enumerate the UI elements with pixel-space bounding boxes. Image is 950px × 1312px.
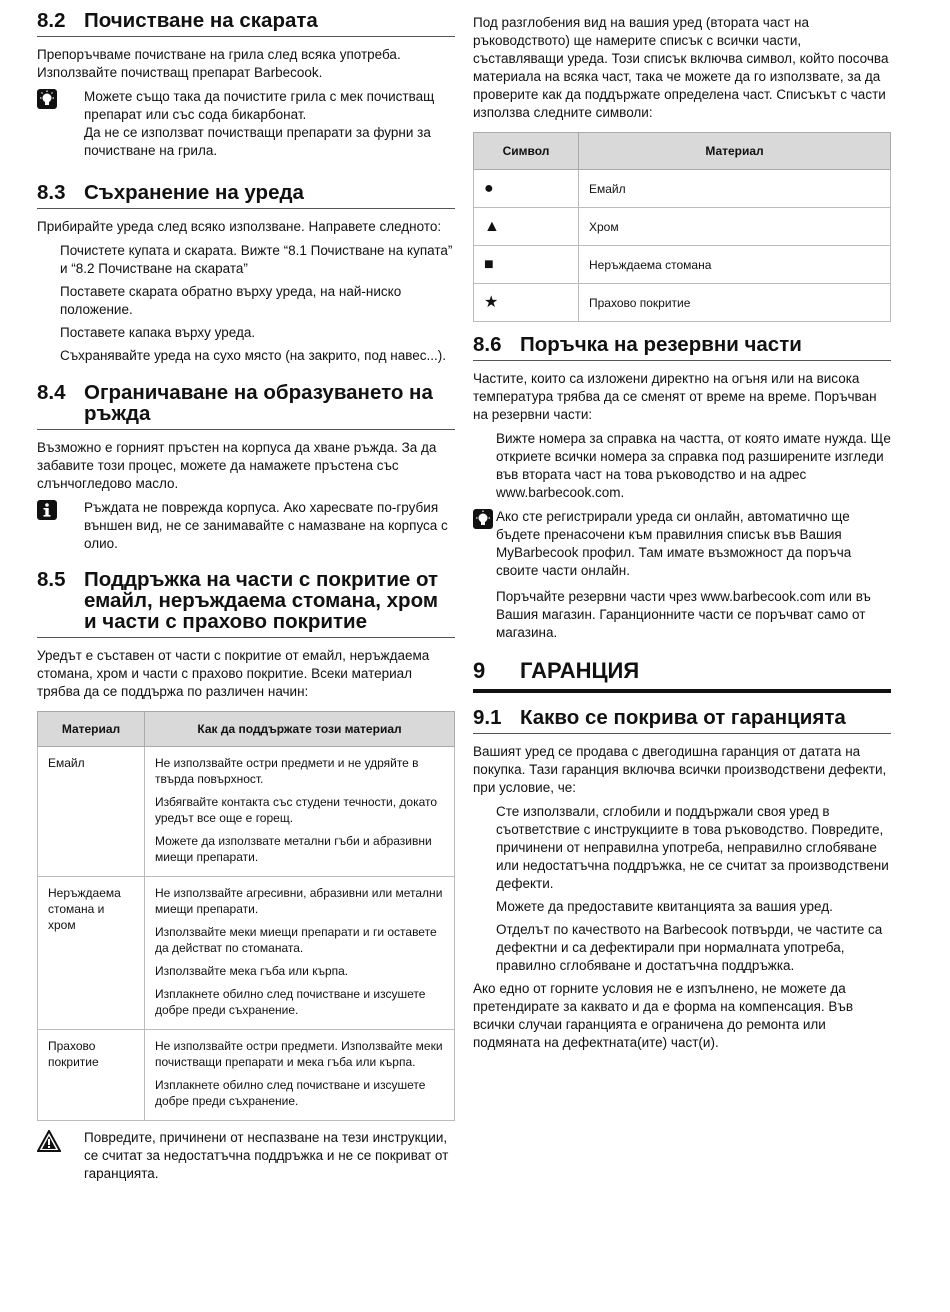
tip-note [473,508,891,580]
care-item: Използвайте меки миещи препарати и ги оставете да действат по стоманата. [155,925,437,955]
symbol-material: Емайл [579,170,891,208]
section-title: Почистване на скарата [84,9,318,32]
paragraph: Прибирайте уреда след всяко използване. Направете следното: [37,219,442,234]
section-title: Ограничаване на образуването на ръжда [84,381,433,425]
table-row [474,208,891,246]
section-8-6-heading [473,334,891,361]
symbol-material: Хром [579,208,891,246]
table-row [474,170,891,208]
chapter-9-heading [473,659,891,693]
condition-item: Сте използвали, сглобили и поддържали своя уред в съответствие с инструкциите в това ръководство. Повредите, причинени от неправилна употреба, неправилно сглобяване или недостатъчна поддръжка, не се считат за производствени дефекти. [496,804,889,891]
warning-triangle-icon [37,1130,61,1152]
warning-note [37,1129,455,1183]
section-number: 8.2 [37,9,66,32]
chapter-number: 9 [473,658,486,683]
tip-text: Ако сте регистрирали уреда си онлайн, автоматично ще бъдете пренасочени към правилния списък във Вашия MyBarbecook профил. Там имате възможност да поръча своите части онлайн. [496,509,852,578]
section-8-5-heading [37,569,455,638]
care-item: Не използвайте остри предмети. Използвайте меки почистващи препарати и мека гъба или кърпа. [155,1039,443,1069]
section-number: 9.1 [473,706,502,729]
left-column [37,10,455,1187]
warning-text: Повредите, причинени от неспазване на тези инструкции, се считат за недостатъчна поддръжка и не се покриват от гаранцията. [84,1130,449,1181]
section-title: Поръчка на резервни части [520,333,802,356]
lightbulb-tip-icon [473,509,493,529]
paragraph: Препоръчваме почистване на грила след всяка употреба. Използвайте почистващ препарат Barbecook. [37,47,401,80]
table-header: Материал [38,712,145,747]
info-note [37,499,455,553]
paragraph: Вижте номера за справка на частта, от която имате нужда. Ще откриете всички номера за справка под разширените изгледи във втората част на това ръководство и на адрес www.barbecook.com. [496,431,891,500]
section-number: 8.6 [473,333,502,356]
care-cell [145,1030,455,1121]
step-item: Поставете скарата обратно върху уреда, на най-ниско положение. [60,284,402,317]
table-row [38,1030,455,1121]
paragraph: Вашият уред се продава с двегодишна гаранция от датата на покупка. Тази гаранция включва всички производствени дефекти, при условие, че: [473,744,887,795]
section-title: Какво се покрива от гаранцията [520,706,846,729]
care-item: Избягвайте контакта със студени течности, докато уредът все още е горещ. [155,795,438,825]
care-item: Можете да използвате метални гъби и абразивни миещи препарати. [155,834,432,864]
care-item: Изплакнете обилно след почистване и изсушете добре преди съхранение. [155,1078,426,1108]
section-9-1-heading [473,707,891,734]
care-cell [145,877,455,1030]
section-title: Поддръжка на части с покритие от емайл, неръждаема стомана, хром и части с прахово покритие [84,568,439,633]
table-header: Материал [579,133,891,170]
info-text: Ръждата не поврежда корпуса. Ако харесвате по-грубия външен вид, не се занимавайте с намазване на корпуса с олио. [84,500,448,551]
step-item: Почистете купата и скарата. Вижте “8.1 Почистване на купата” и “8.2 Почистване на скарата” [60,243,453,276]
info-icon [37,500,57,520]
materials-care-table [37,711,455,1121]
right-column [473,14,891,1058]
condition-item: Можете да предоставите квитанцията за вашия уред. [496,899,833,914]
paragraph: Уредът е съставен от части с покритие от емайл, неръждаема стомана, хром и части с прахово покритие. Всеки материал трябва да се поддържа по различен начин: [37,648,430,699]
step-item: Съхранявайте уреда на сухо място (на закрито, под навес...). [60,348,447,363]
table-row [38,877,455,1030]
table-row [474,246,891,284]
care-item: Използвайте мека гъба или кърпа. [155,964,349,978]
section-8-4-heading [37,382,455,430]
care-item: Не използвайте агресивни, абразивни или метални миещи препарати. [155,886,443,916]
table-row [38,747,455,877]
material-cell: Емайл [38,747,145,877]
table-row [474,284,891,322]
material-cell: Неръждаема стомана и хром [38,877,145,1030]
paragraph: Под разглобения вид на вашия уред (втората част на ръководството) ще намерите списък с всички части, съставляващи уреда. Този списък включва символ, който посочва материала на всяка част, така че можете да го използвате, за да проверите как да поддържате определена част. Списъкът с части използва следните символи: [473,15,889,120]
section-title: Съхранение на уреда [84,181,304,204]
section-number: 8.5 [37,568,66,591]
care-item: Изплакнете обилно след почистване и изсушете добре преди съхранение. [155,987,426,1017]
section-number: 8.3 [37,181,66,204]
section-number: 8.4 [37,381,66,404]
lightbulb-tip-icon [37,89,57,109]
care-cell [145,747,455,877]
paragraph: Ако едно от горните условия не е изпълнено, не можете да претендирате за каквато и да е форма на компенсация. Във всички случаи гаранцията е ограничена до ремонта или подмяната на дефектната(ите) част(и). [473,981,854,1050]
table-header: Символ [474,133,579,170]
table-header: Как да поддържате този материал [145,712,455,747]
symbol-material: Неръждаема стомана [579,246,891,284]
section-8-3-heading [37,182,455,209]
chapter-title: ГАРАНЦИЯ [520,658,640,683]
triangle-icon: ▲ [474,208,579,246]
square-icon: ■ [474,246,579,284]
tip-note [37,88,455,160]
paragraph: Възможно е горният пръстен на корпуса да хване ръжда. За да забавите този процес, можете да намажете пръстена със слънчогледово масло. [37,440,437,491]
step-item: Поставете капака върху уреда. [60,325,256,340]
paragraph: Поръчайте резервни части чрез www.barbecook.com или въ Вашия магазин. Гаранционните части се поръчват само от магазина. [496,589,871,640]
circle-icon: ● [474,170,579,208]
material-cell: Прахово покритие [38,1030,145,1121]
care-item: Не използвайте остри предмети и не удряйте в твърда повърхност. [155,756,419,786]
tip-text: Можете също така да почистите грила с мек почистващ препарат или със сода бикарбонат. [84,89,435,122]
section-8-2-heading [37,10,455,37]
paragraph: Частите, които са изложени директно на огъня или на висока температура трябва да се сменят от време на време. Поръчван на резервни части: [473,371,877,422]
condition-item: Отделът по качеството на Barbecook потвърди, че частите са дефектни и са дефектирали при нормалната употреба, правилно сглобяване и достатъчна поддръжка. [496,922,883,973]
symbols-table [473,132,891,322]
symbol-material: Прахово покритие [579,284,891,322]
star-icon: ★ [474,284,579,322]
tip-text: Да не се използват почистващи препарати за фурни за почистване на грила. [84,125,431,158]
